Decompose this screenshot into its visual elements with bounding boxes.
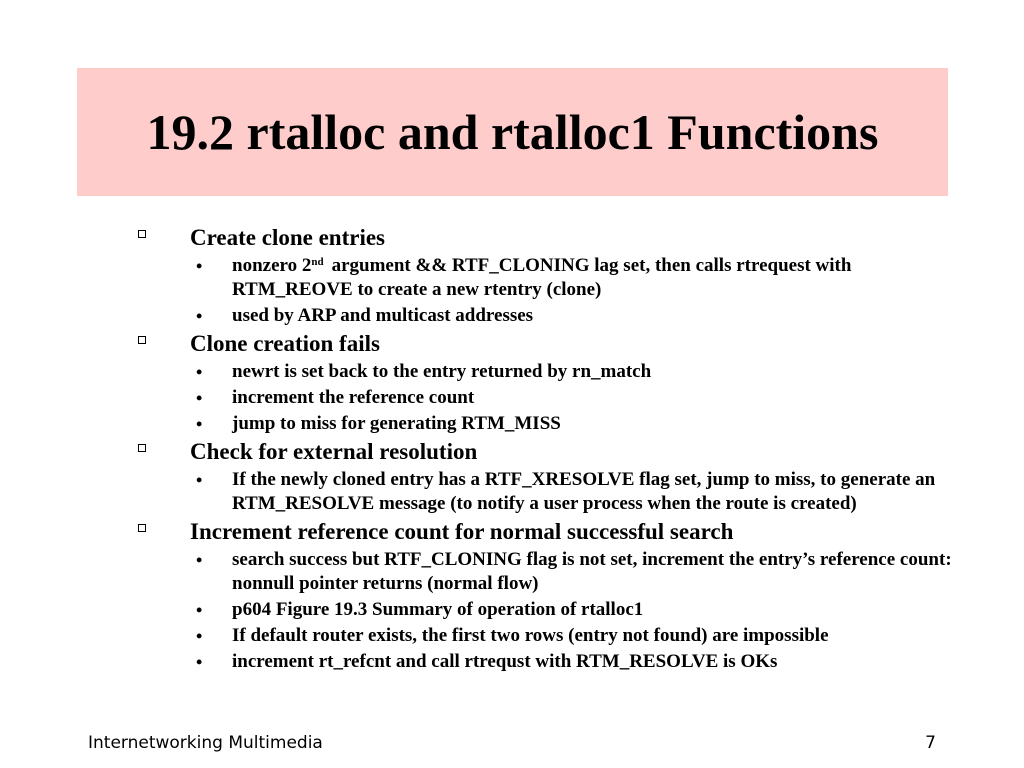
- list-item-text: newrt is set back to the entry returned by rn_match: [232, 361, 652, 382]
- bullet-icon: •: [196, 550, 203, 570]
- list-item: [0, 650, 952, 674]
- list-item-text: increment the reference count: [232, 387, 475, 408]
- bullet-icon: •: [196, 600, 203, 620]
- footer-page-number: 7: [925, 733, 936, 753]
- square-bullet-icon: [138, 444, 146, 452]
- section-heading: [0, 438, 1024, 466]
- section-heading: [0, 224, 1024, 252]
- list-item-text: increment rt_refcnt and call rtrequst with RTM_RESOLVE is OKs: [232, 651, 778, 672]
- section-heading-text: Create clone entries: [190, 225, 385, 250]
- square-bullet-icon: [138, 524, 146, 532]
- list-item: [0, 304, 952, 328]
- bullet-icon: •: [196, 414, 203, 434]
- list-item-text-cont: argument && RTF_CLONING lag set, then calls rtrequest with RTM_REOVE to create a new rtentry (clone): [232, 255, 852, 300]
- list-item: [0, 598, 952, 622]
- list-item-text: If default router exists, the first two rows (entry not found) are impossible: [232, 625, 829, 646]
- list-item: [0, 360, 952, 384]
- section-heading-text: Clone creation fails: [190, 331, 380, 356]
- list-item-text: used by ARP and multicast addresses: [232, 305, 534, 326]
- bullet-icon: •: [196, 388, 203, 408]
- section-heading-text: Increment reference count for normal successful search: [190, 519, 734, 544]
- bullet-icon: •: [196, 626, 203, 646]
- footer-course-name: Internetworking Multimedia: [88, 733, 323, 753]
- list-item: [0, 468, 952, 516]
- bullet-icon: •: [196, 256, 203, 276]
- slide-title: 19.2 rtalloc and rtalloc1 Functions: [146, 104, 879, 160]
- list-item-text: nonzero 2: [232, 255, 312, 276]
- list-item: [0, 412, 952, 436]
- list-item: [0, 254, 952, 302]
- bullet-icon: •: [196, 470, 203, 490]
- square-bullet-icon: [138, 336, 146, 344]
- list-item-text: If the newly cloned entry has a RTF_XRESOLVE flag set, jump to miss, to generate an RTM_RESOLVE message (to notify a user process when the route is created): [232, 469, 936, 514]
- list-item-text: search success but RTF_CLONING flag is not set, increment the entry’s reference count: nonnull pointer returns (normal flow): [232, 549, 952, 594]
- section-heading-text: Check for external resolution: [190, 439, 478, 464]
- title-banner: [77, 68, 948, 196]
- section-heading: [0, 330, 1024, 358]
- bullet-icon: •: [196, 306, 203, 326]
- list-item: [0, 386, 952, 410]
- list-item: [0, 548, 952, 596]
- list-item-text: jump to miss for generating RTM_MISS: [232, 413, 561, 434]
- square-bullet-icon: [138, 230, 146, 238]
- bullet-icon: •: [196, 652, 203, 672]
- section-heading: [0, 518, 1024, 546]
- bullet-icon: •: [196, 362, 203, 382]
- list-item-text: p604 Figure 19.3 Summary of operation of rtalloc1: [232, 599, 644, 620]
- superscript: nd: [311, 256, 324, 268]
- slide-content: [0, 224, 1024, 676]
- list-item: [0, 624, 952, 648]
